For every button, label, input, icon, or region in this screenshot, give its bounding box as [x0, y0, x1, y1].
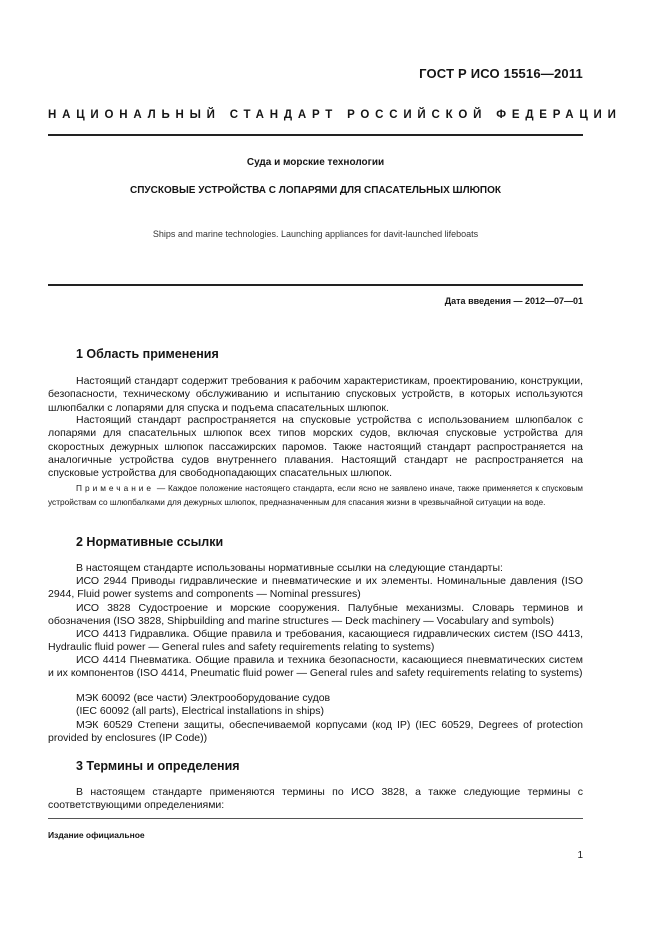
- page-number: 1: [577, 850, 583, 861]
- reference-iec-60092-en: (IEC 60092 (all parts), Electrical installations in ships): [76, 705, 325, 717]
- top-rule: [48, 134, 583, 136]
- section-1-heading: 1 Область применения: [76, 347, 219, 361]
- reference-iec-60092: МЭК 60092 (все части) Электрооборудование судов: [76, 692, 331, 704]
- document-code: ГОСТ Р ИСО 15516—2011: [419, 66, 583, 81]
- section-1-note: [48, 482, 583, 509]
- introduction-date: Дата введения — 2012—07—01: [444, 296, 583, 306]
- reference-iso-4414: ИСО 4414 Пневматика. Общие правила и техника безопасности, касающиеся пневматических систем и их компонентов (ISO 4414, Pneumatic fluid power — General rules and safety requirements relating to systems): [48, 654, 583, 680]
- section-3-intro: В настоящем стандарте применяются термины по ИСО 3828, а также следующие термины с соответствующими определениями:: [48, 786, 583, 812]
- reference-iso-2944: ИСО 2944 Приводы гидравлические и пневматические и их элементы. Номинальные давления (ISO 2944, Fluid power systems and components — Nominal pressures): [48, 575, 583, 601]
- reference-iec-60529: МЭК 60529 Степени защиты, обеспечиваемой корпусами (код IP) (IEC 60529, Degrees of protection provided by enclosures (IP Code)): [48, 719, 583, 745]
- reference-iso-3828: ИСО 3828 Судостроение и морские сооружения. Палубные механизмы. Словарь терминов и обозначения (ISO 3828, Shipbuilding and marine structures — Deck machinery — Vocabulary and symbols): [48, 602, 583, 628]
- edition-label: Издание официальное: [48, 830, 145, 840]
- section-2-intro: В настоящем стандарте использованы нормативные ссылки на следующие стандарты:: [76, 562, 503, 574]
- english-title: Ships and marine technologies. Launching appliances for davit-launched lifeboats: [152, 229, 479, 239]
- title-rule: [48, 284, 583, 286]
- main-title: СПУСКОВЫЕ УСТРОЙСТВА С ЛОПАРЯМИ ДЛЯ СПАСАТЕЛЬНЫХ ШЛЮПОК: [130, 185, 501, 196]
- footer-rule: [48, 818, 583, 819]
- section-2-heading: 2 Нормативные ссылки: [76, 535, 224, 549]
- sup-title: Суда и морские технологии: [246, 157, 385, 168]
- note-text: — Каждое положение настоящего стандарта, если ясно не заявлено иначе, также применяется к спусковым устройствам со шлюпбалками для дежурных шлюпок, предназначенным для спасания жизни в чрезвычайной ситуации на воде.: [48, 483, 583, 507]
- reference-iso-4413: ИСО 4413 Гидравлика. Общие правила и требования, касающиеся гидравлических систем (ISO 4413, Hydraulic fluid power — General rules and safety requirements relating to systems): [48, 628, 583, 654]
- national-standard-banner: НАЦИОНАЛЬНЫЙ СТАНДАРТ РОССИЙСКОЙ ФЕДЕРАЦИИ: [48, 109, 622, 121]
- section-3-heading: 3 Термины и определения: [76, 759, 240, 773]
- section-1-paragraph-1: Настоящий стандарт содержит требования к рабочим характеристикам, проектированию, конструкции, безопасности, техническому обслуживанию и испытанию спусковых устройств, в которых используются шлюпбалки с лопарями для спуска и подъема спасательных шлюпок.: [48, 375, 583, 414]
- note-label: Примечание: [76, 483, 155, 493]
- section-1-paragraph-2: Настоящий стандарт распространяется на спусковые устройства с использованием шлюпбалок с лопарями для спасательных шлюпок всех типов морских судов, включая спусковые устройства для скоростных дежурных шлюпок пассажирских паромов. Также настоящий стандарт распространяется на аналогичные устройства судов внутреннего плавания. Настоящий стандарт не распространяется на спусковые устройства для свободнопадающих спасательных шлюпок.: [48, 414, 583, 480]
